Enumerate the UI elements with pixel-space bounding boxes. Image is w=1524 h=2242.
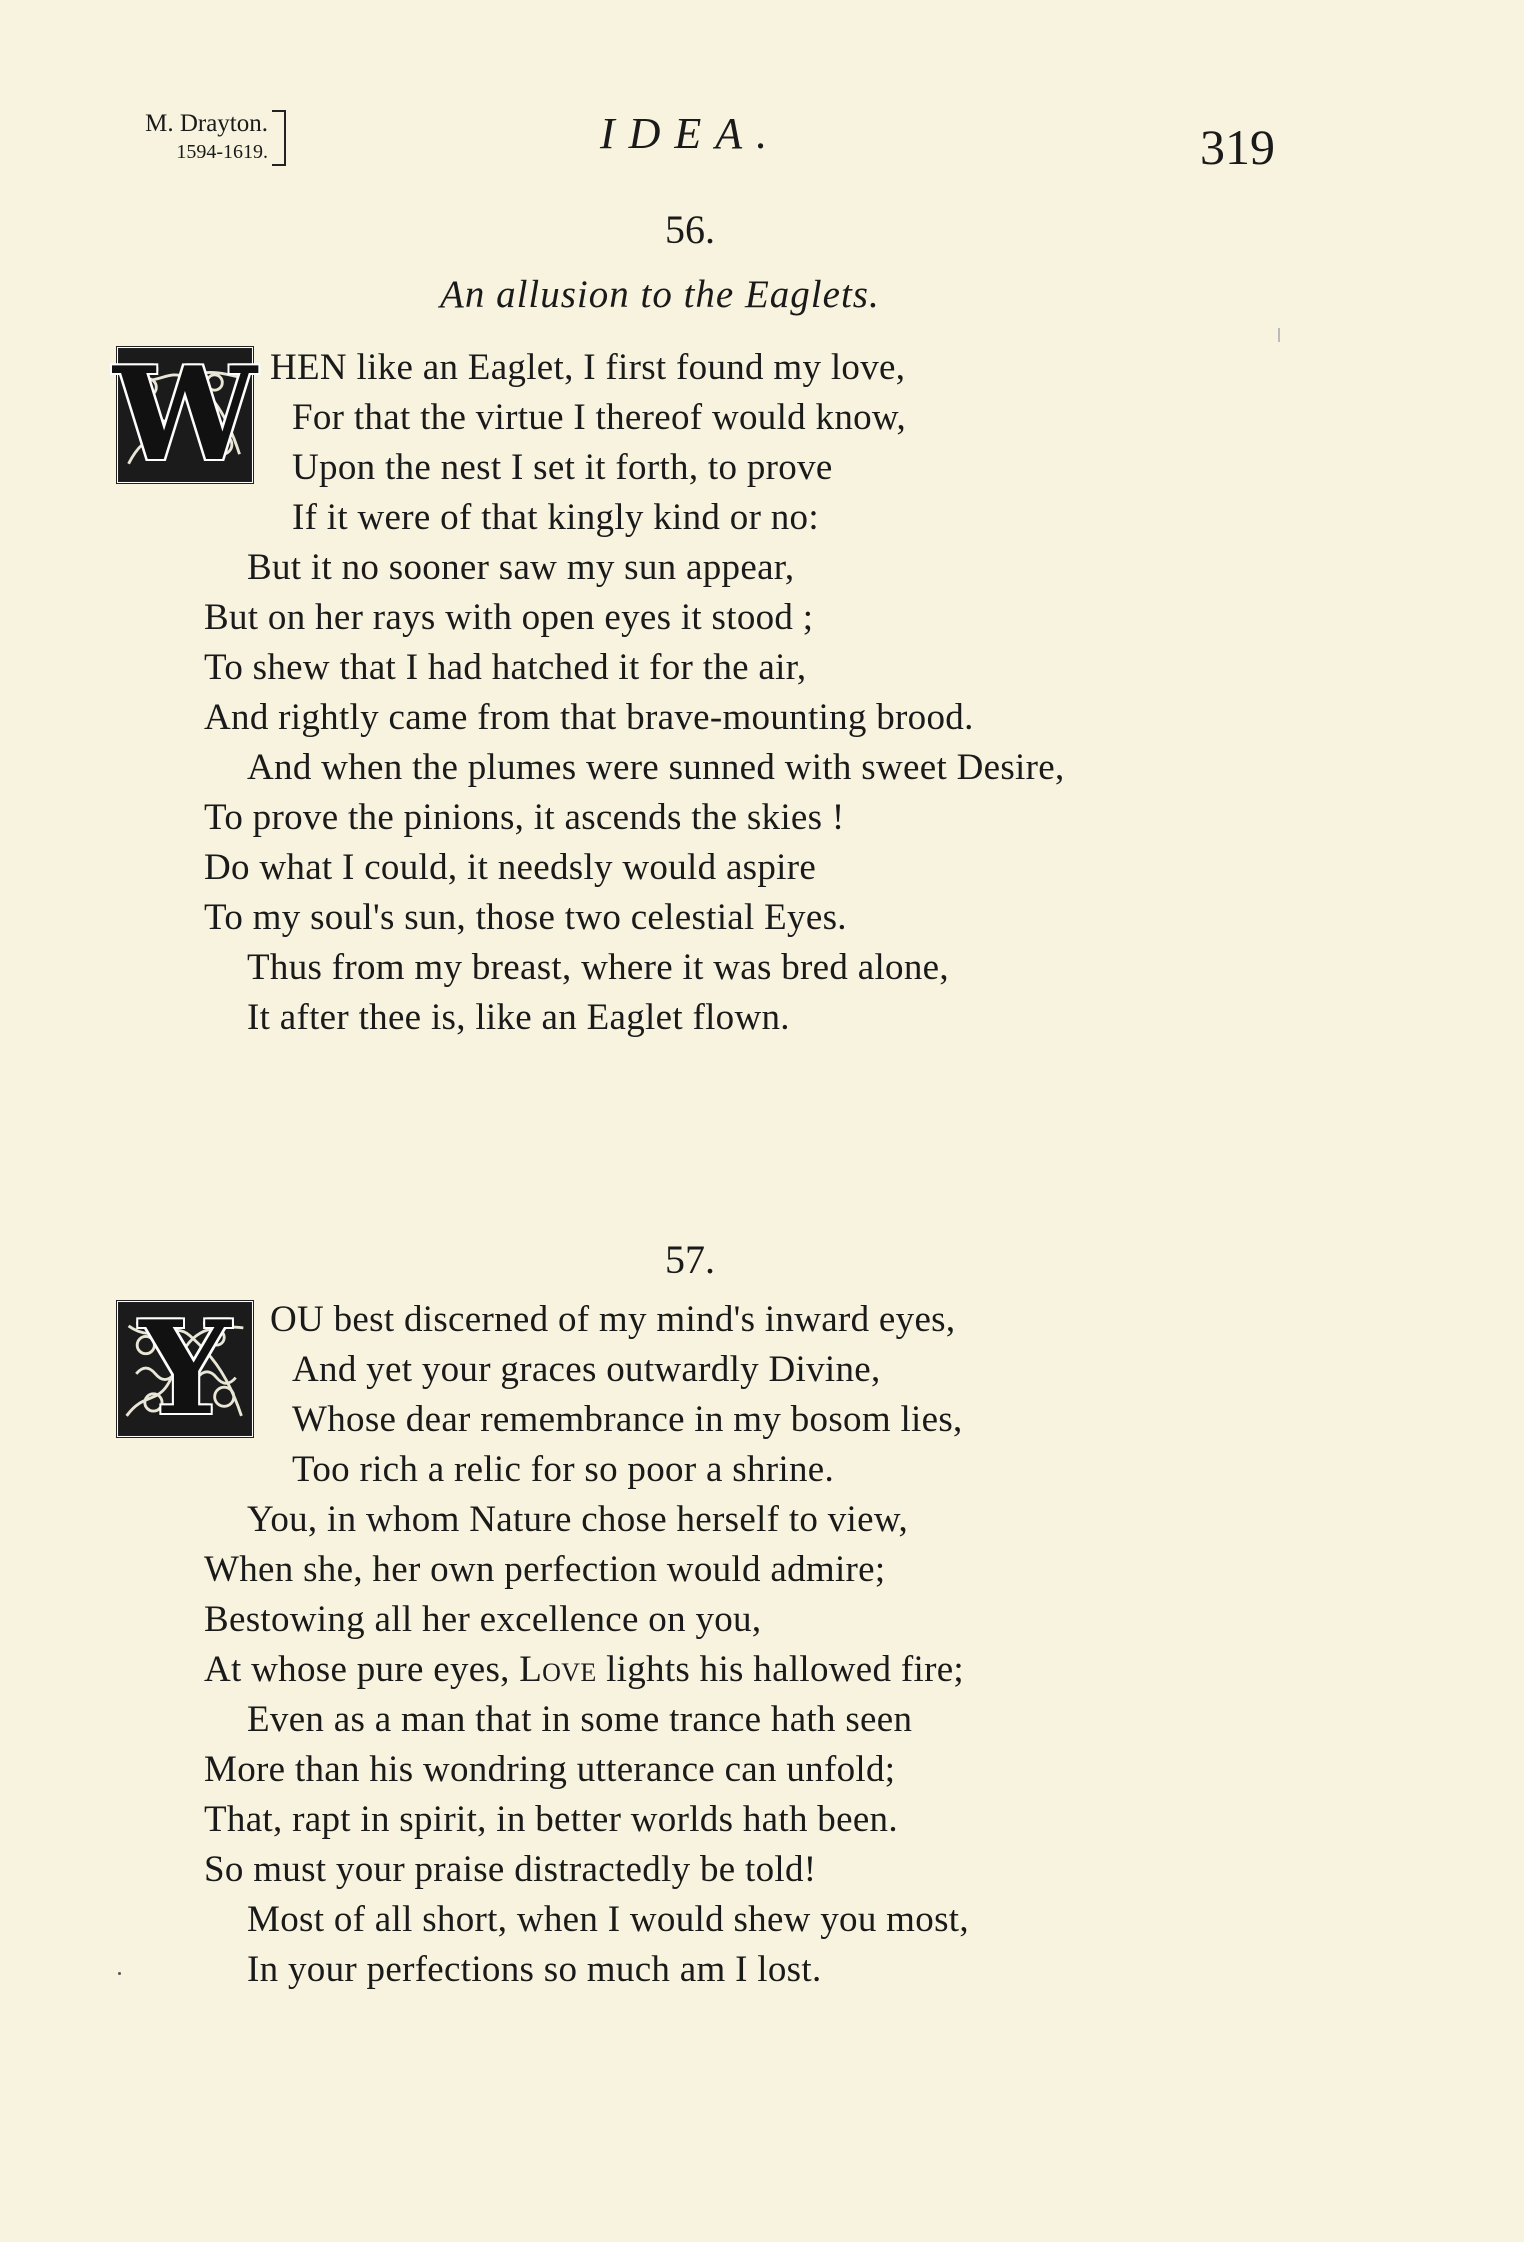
page-speck xyxy=(1278,328,1280,342)
sonnet-57-number: 57. xyxy=(665,1237,715,1282)
sonnet-56-line-11: Do what I could, it needsly would aspire xyxy=(204,847,817,888)
author-name: M. Drayton. xyxy=(145,110,268,137)
sonnet-56-subtitle: An allusion to the Eaglets. xyxy=(440,273,880,316)
sonnet-56-line-9: And when the plumes were sunned with sweet Desire, xyxy=(247,747,1065,788)
first-line-rest: best discerned of my mind's inward eyes, xyxy=(324,1299,956,1340)
sonnet-57-line-7: Bestowing all her excellence on you, xyxy=(204,1599,762,1640)
sonnet-56-line-13: Thus from my breast, where it was bred alone, xyxy=(247,947,949,988)
page-number: 319 xyxy=(1200,119,1275,175)
sonnet-56-line-6: But on her rays with open eyes it stood ; xyxy=(204,597,814,638)
sonnet-56-line-14: It after thee is, like an Eaglet flown. xyxy=(247,997,790,1038)
running-head-author xyxy=(116,110,268,166)
sonnet-56-line-5: But it no sooner saw my sun appear, xyxy=(247,547,795,588)
sonnet-56-number: 56. xyxy=(665,207,715,252)
sonnet-57-line-6: When she, her own perfection would admire; xyxy=(204,1549,886,1590)
sonnet-57-line-10: More than his wondring utterance can unfold; xyxy=(204,1749,896,1790)
sonnet-56-line-1 xyxy=(270,343,905,393)
page-speck xyxy=(118,1972,121,1975)
header-bracket xyxy=(272,110,286,166)
decorated-initial-y xyxy=(116,1294,254,1444)
author-dates: 1594-1619. xyxy=(176,141,268,163)
sonnet-57-line-3: Whose dear remembrance in my bosom lies, xyxy=(292,1399,963,1440)
first-word-caps: OU xyxy=(270,1299,325,1340)
love-word: Love xyxy=(519,1649,597,1690)
love-line-post: lights his hallowed fire; xyxy=(596,1649,964,1690)
running-head-title: IDEA. xyxy=(600,109,782,158)
sonnet-57-line-8 xyxy=(204,1645,964,1695)
sonnet-57-line-9: Even as a man that in some trance hath seen xyxy=(247,1699,913,1740)
sonnet-57-line-13: Most of all short, when I would shew you most, xyxy=(247,1899,969,1940)
initial-letter: W xyxy=(113,340,257,490)
sonnet-56-line-10: To prove the pinions, it ascends the skies ! xyxy=(204,797,845,838)
sonnet-57-line-5: You, in whom Nature chose herself to view, xyxy=(247,1499,909,1540)
first-word-caps: HEN xyxy=(270,347,347,388)
sonnet-57-line-12: So must your praise distractedly be told! xyxy=(204,1849,817,1890)
sonnet-57-line-4: Too rich a relic for so poor a shrine. xyxy=(292,1449,835,1490)
sonnet-56-line-2: For that the virtue I thereof would know, xyxy=(292,397,907,438)
sonnet-56-line-4: If it were of that kingly kind or no: xyxy=(292,497,819,538)
sonnet-56-line-12: To my soul's sun, those two celestial Eyes. xyxy=(204,897,847,938)
sonnet-57-line-14: In your perfections so much am I lost. xyxy=(247,1949,822,1990)
sonnet-57-line-11: That, rapt in spirit, in better worlds hath been. xyxy=(204,1799,898,1840)
initial-letter: Y xyxy=(139,1294,231,1444)
sonnet-56-line-7: To shew that I had hatched it for the air, xyxy=(204,647,807,688)
first-line-rest: like an Eaglet, I first found my love, xyxy=(346,347,906,388)
sonnet-57-line-1 xyxy=(270,1295,955,1345)
sonnet-56-line-8: And rightly came from that brave-mounting brood. xyxy=(204,697,974,738)
sonnet-57-line-2: And yet your graces outwardly Divine, xyxy=(292,1349,881,1390)
love-line-pre: At whose pure eyes, xyxy=(204,1649,520,1690)
sonnet-56-line-3: Upon the nest I set it forth, to prove xyxy=(292,447,833,488)
decorated-initial-w xyxy=(113,340,257,490)
